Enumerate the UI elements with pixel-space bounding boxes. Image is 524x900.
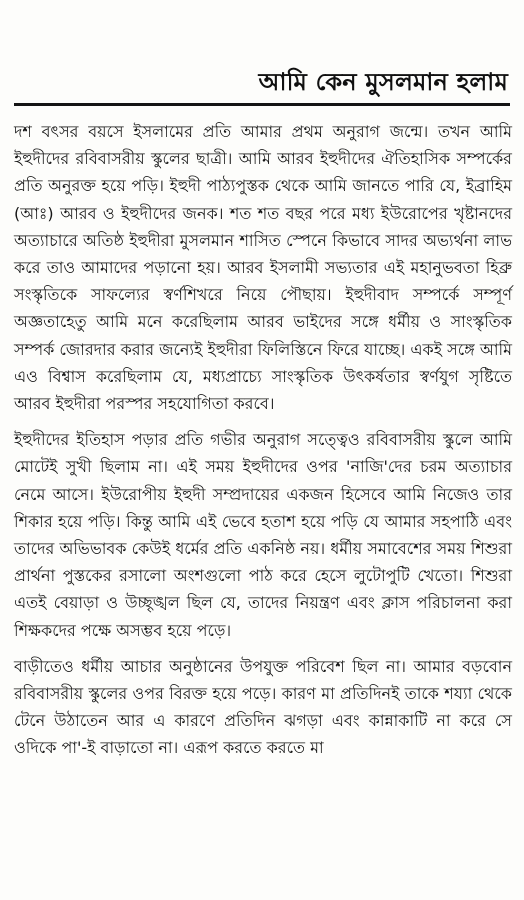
paragraph-1: দশ বৎসর বয়সে ইসলামের প্রতি আমার প্রথম অনুরাগ জন্মে। তখন আমি ইহুদীদের রবিবাসরীয় স্কুলের ছাত্রী। আমি আরব ইহুদীদের ঐতিহাসিক সম্পর্কের প্রতি অনুরক্ত হয়ে পড়ি। ইহুদী পাঠ্যপুস্তক থেকে আমি জানতে পারি যে, ইব্রাহিম (আঃ) আরব ও ইহুদীদের জনক। শত শত বছর পরে মধ্য ইউরোপের খৃষ্টানদের অত্যাচারে অতিষ্ঠ ইহুদীরা মুসলমান শাসিত স্পেনে কিভাবে সাদর অভ্যর্থনা লাভ করে তাও আমাদের পড়ানো হয়। আরব ইসলামী সভ্যতার এই মহানুভবতা হিব্রু সংস্কৃতিকে সাফল্যের স্বর্ণশিখরে নিয়ে পৌছায়। ইহুদীবাদ সম্পর্কে সম্পূর্ণ অজ্ঞতাহেতু আমি মনে করেছিলাম আরব ভাইদের সঙ্গে ধর্মীয় ও সাংস্কৃতিক সম্পর্ক জোরদার করার জন্যেই ইহুদীরা ফিলিস্তিনে ফিরে যাচ্ছে। একই সঙ্গে আমি এও বিশ্বাস করেছিলাম যে, মধ্যপ্রাচ্যে সাংস্কৃতিক উৎকর্ষতার স্বর্ণযুগ সৃষ্টিতে আরব ইহুদীরা পরস্পর সহযোগিতা করবে। (14, 122, 512, 414)
chapter-title: আমি কেন মুসলমান হলাম (258, 68, 508, 96)
body-text (14, 118, 512, 762)
chapter-header (14, 60, 510, 108)
paragraph-3: বাড়ীতেও ধর্মীয় আচার অনুষ্ঠানের উপযুক্ত পরিবেশ ছিল না। আমার বড়বোন রবিবাসরীয় স্কুলের ওপর বিরক্ত হয়ে পড়ে। কারণ মা প্রতিদিনই তাকে শয্যা থেকে টেনে উঠাতেন আর এ কারণে প্রতিদিন ঝগড়া এবং কান্নাকাটি না করে সে ওদিকে পা'-ই বাড়াতো না। এরূপ করতে করতে মা (14, 656, 512, 758)
paragraph-2: ইহুদীদের ইতিহাস পড়ার প্রতি গভীর অনুরাগ সত্ত্বেও রবিবাসরীয় স্কুলে আমি মোটেই সুখী ছিলাম না। এই সময় ইহুদীদের ওপর 'নাজি'দের চরম অত্যাচার নেমে আসে। ইউরোপীয় ইহুদী সম্প্রদায়ের একজন হিসেবে আমি নিজেও তার শিকার হয়ে পড়ি। কিন্তু আমি এই ভেবে হতাশ হয়ে পড়ি যে আমার সহপাঠি এবং তাদের অভিভাবক কেউই ধর্মের প্রতি একনিষ্ঠ নয়। ধর্মীয় সমাবেশের সময় শিশুরা প্রার্থনা পুস্তকের রসালো অংশগুলো পাঠ করে হেসে লুটোপুটি খেতো। শিশুরা এতই বেয়াড়া ও উচ্ছৃঙ্খল ছিল যে, তাদের নিয়ন্ত্রণ এবং ক্লাস পরিচালনা করা শিক্ষকদের পক্ষে অসম্ভব হয়ে পড়ে। (14, 430, 512, 640)
header-rule (14, 103, 510, 106)
